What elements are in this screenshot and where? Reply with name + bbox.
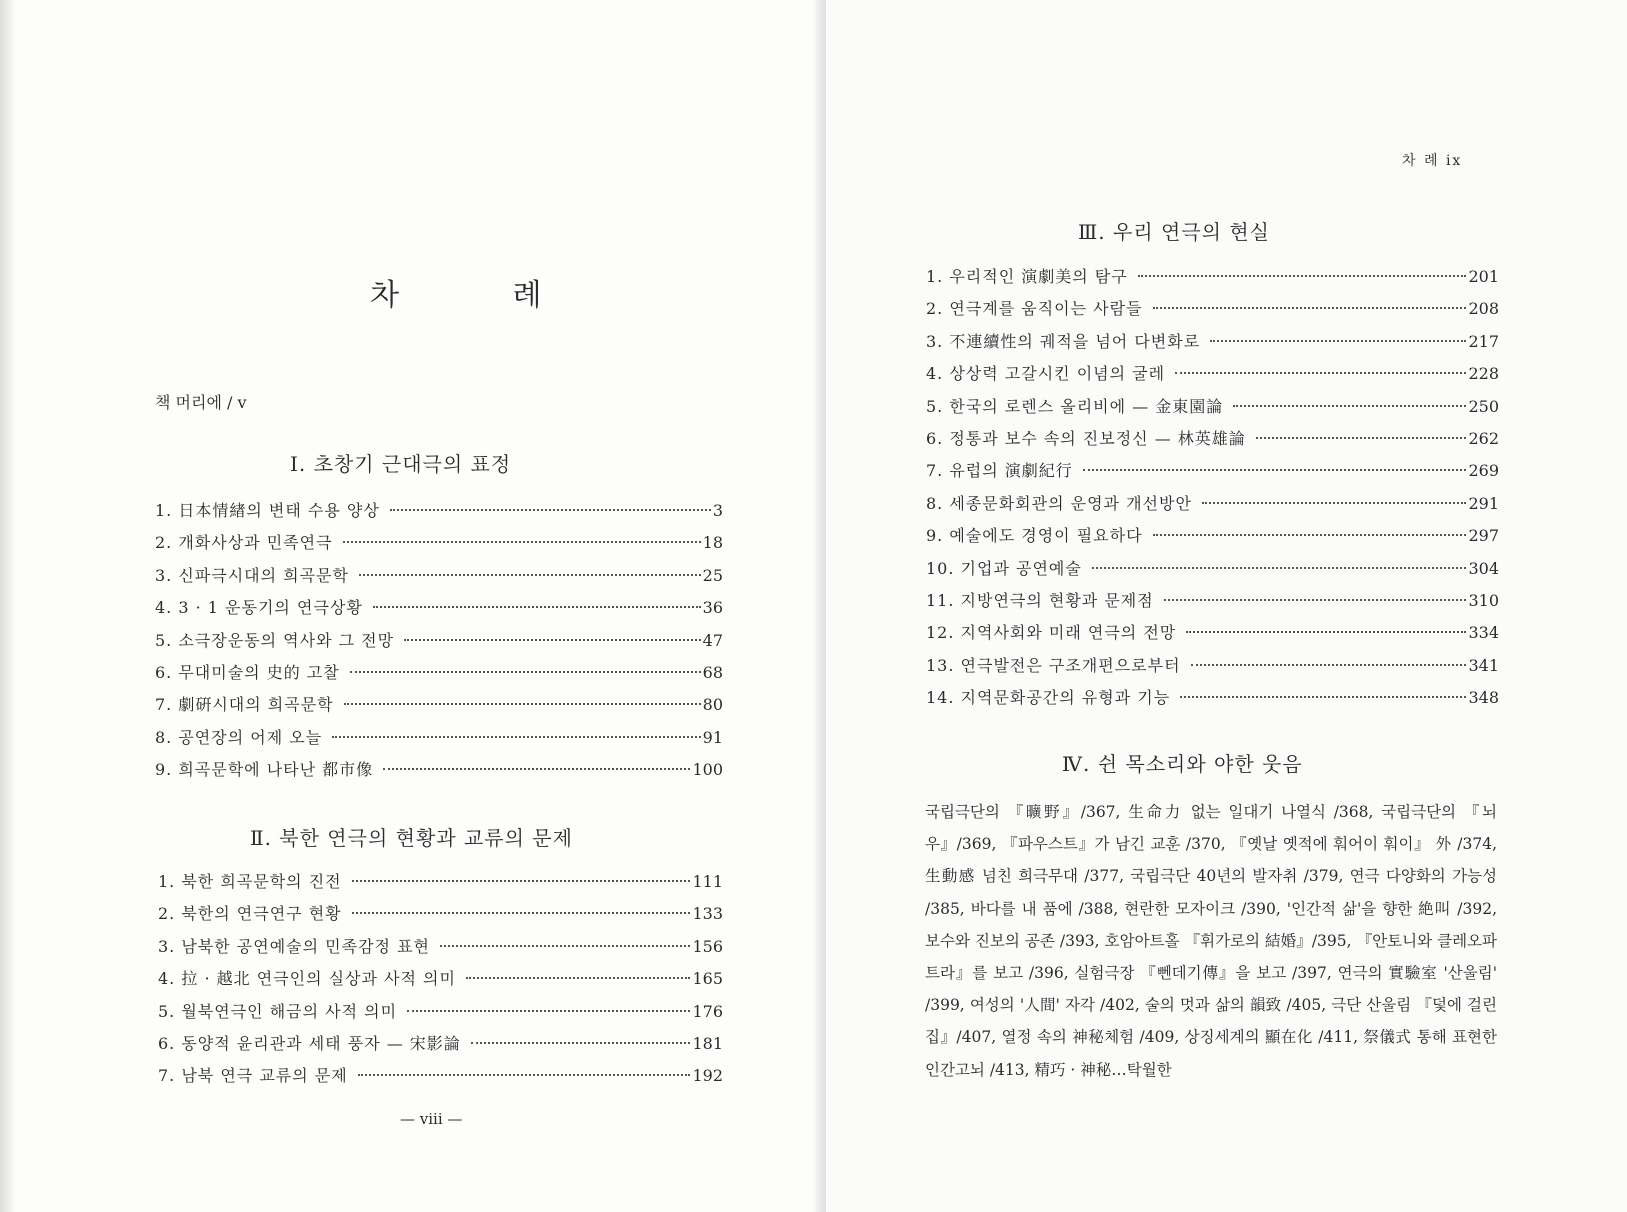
toc-entry-page: 250 [1468,396,1499,416]
dot-leader [343,541,701,543]
toc-entry-title: 10. 기업과 공연예술 [926,558,1082,578]
page-edge-shadow [0,0,16,1212]
dot-leader [1153,307,1467,309]
toc-entry-title: 5. 소극장운동의 역사와 그 전망 [155,630,395,650]
dot-leader [352,912,691,914]
dot-leader [440,945,690,947]
toc-entry-page: 262 [1468,428,1499,448]
toc-entry [926,620,1499,652]
section-heading-3: Ⅲ. 우리 연극의 현실 [1078,220,1270,244]
dot-leader [466,977,690,979]
dot-leader [407,1010,690,1012]
toc-entry-page: 217 [1468,331,1499,351]
page-title: 차 례 [370,278,594,313]
toc-entry [926,426,1499,458]
dot-leader [344,703,701,705]
dot-leader [1164,599,1467,601]
dot-leader [359,574,701,576]
section-heading-2: Ⅱ. 북한 연극의 현황과 교류의 문제 [250,826,573,850]
toc-entry-title: 5. 한국의 로렌스 올리비에 — 金東園論 [926,396,1224,416]
section-heading-1: Ⅰ. 초창기 근대극의 표정 [290,452,512,476]
toc-entry-title: 11. 지방연극의 현황과 문제점 [926,590,1154,610]
toc-entry-title: 12. 지역사회와 미래 연극의 전망 [926,623,1177,643]
toc-entry [155,660,723,692]
toc-entry-title: 9. 예술에도 경영이 필요하다 [926,526,1143,546]
toc-entry [926,491,1499,523]
toc-entry-title: 14. 지역문화공간의 유형과 기능 [926,688,1171,708]
toc-entry-title: 3. 不連續性의 궤적을 넘어 다변화로 [926,331,1201,351]
toc-entry [158,934,723,966]
dot-leader [404,639,701,641]
toc-entry-title: 3. 남북한 공연예술의 민족감정 표현 [158,936,430,956]
dot-leader [471,1042,691,1044]
dot-leader [1153,534,1467,536]
toc-entry-title: 2. 개화사상과 민족연극 [155,533,333,553]
toc-entry-page: 156 [692,936,723,956]
toc-entry-page: 3 [712,501,723,520]
dot-leader [373,606,701,608]
toc-entry-page: 165 [692,969,723,989]
toc-entry [158,901,723,933]
toc-entry-title: 8. 세종문화회관의 운영과 개선방안 [926,493,1192,513]
toc-entry [155,628,723,660]
dot-leader [332,736,700,738]
toc-entry-page: 176 [692,1001,723,1021]
toc-entry-title: 1. 우리적인 演劇美의 탐구 [926,267,1128,286]
dot-leader [1186,631,1466,633]
toc-entry [926,685,1499,717]
toc-entry [158,869,723,901]
toc-entry-page: 111 [692,872,723,891]
toc-entry-title: 4. 拉 · 越北 연극인의 실상과 사적 의미 [158,969,456,989]
dot-leader [1191,664,1467,666]
toc-entry [158,1063,723,1095]
toc-entry-page: 80 [702,695,723,715]
toc-entry-page: 91 [702,727,723,747]
dot-leader [1256,437,1467,439]
toc-entry-title: 1. 북한 희곡문학의 진전 [158,872,342,891]
toc-entry [926,296,1499,328]
toc-entry [155,757,723,789]
toc-entry [158,999,723,1031]
toc-entry-page: 201 [1468,267,1499,286]
toc-entry-page: 348 [1468,688,1499,708]
toc-entry [926,458,1499,490]
toc-entry-title: 6. 정통과 보수 속의 진보정신 — 林英雄論 [926,428,1246,448]
toc-entry-page: 36 [702,598,723,618]
toc-entry-title: 3. 신파극시대의 희곡문학 [155,565,349,585]
toc-entry-title: 2. 연극계를 움직이는 사람들 [926,299,1143,319]
toc-entry-page: 341 [1468,655,1499,675]
toc-entry-title: 7. 劇硏시대의 희곡문학 [155,695,334,715]
toc-entry-title: 5. 월북연극인 해금의 사적 의미 [158,1001,398,1021]
toc-entry-page: 25 [702,565,723,585]
dot-leader [383,768,690,770]
toc-entry-page: 310 [1468,590,1499,610]
toc-entry-page: 47 [702,630,723,650]
toc-entry-title: 1. 日本情緖의 변태 수용 양상 [155,501,380,520]
toc-entry [155,595,723,627]
toc-entry-page: 181 [692,1033,723,1053]
toc-entry [926,523,1499,555]
section-heading-4: Ⅳ. 쉰 목소리와 야한 웃음 [1062,752,1303,776]
dot-leader [352,880,691,882]
toc-entry-page: 297 [1468,526,1499,546]
toc-entry [926,361,1499,393]
preface-entry: 책 머리에 / v [155,393,247,412]
toc-entry [926,556,1499,588]
toc-entry-page: 304 [1468,558,1499,578]
toc-entry-title: 9. 희곡문학에 나타난 都市像 [155,760,374,780]
toc-entry-title: 4. 3 · 1 운동기의 연극상황 [155,598,363,618]
dot-leader [1180,696,1466,698]
review-list-paragraph: 국립극단의 『曠野』/367, 生命力 없는 일대기 나열식 /368, 국립극단의 『뇌우』/369, 『파우스트』가 남긴 교훈 /370, 『옛날 옛적에 훠어이 훠이』 外 /374, 生動感 넘친 희극무대 /377, 국립극단 40년의 발자취 /379, 연극 다양화의 가능성 /385, 바다를 내 품에 /388, 현란한 모자이크 /390, '인간적 삶'을 향한 絶叫 /392, 보수와 진보의 공존 /393, 호암아트홀 『휘가로의 結婚』/395, 『안토니와 클레오파트라』를 보고 /396, 실험극장 『뻰데기傳』을 보고 /397, 연극의 實驗室 '산울림' /399, 여성의 '人間' 자각 /402, 술의 멋과 삶의 韻致 /405, 극단 산울림 『덫에 걸린 집』/407, 열정 속의 神秘체험 /409, 상징세계의 顯在化 /411, 祭儀式 통해 표현한 인간고뇌 /413, 精巧 · 神秘…탁월한 [925,803,1497,1079]
toc-list-section-1 [155,498,723,790]
toc-entry-page: 133 [692,904,723,924]
toc-entry-title: 8. 공연장의 어제 오늘 [155,727,323,747]
toc-entry [926,394,1499,426]
toc-entry [155,563,723,595]
toc-entry-page: 192 [692,1066,723,1086]
toc-entry-title: 6. 무대미술의 史的 고찰 [155,662,340,682]
page-folio: — viii — [400,1110,463,1128]
toc-entry-page: 18 [702,533,723,553]
toc-entry-title: 7. 유럽의 演劇紀行 [926,461,1073,481]
toc-entry [926,653,1499,685]
toc-list-section-3 [926,264,1499,717]
right-page [826,0,1627,1212]
toc-entry-title: 4. 상상력 고갈시킨 이념의 굴레 [926,364,1166,384]
toc-entry [155,725,723,757]
toc-entry-page: 334 [1468,623,1499,643]
dot-leader [1210,340,1466,342]
toc-entry-title: 7. 남북 연극 교류의 문제 [158,1066,348,1086]
toc-entry-page: 208 [1468,299,1499,319]
dot-leader [1083,469,1467,471]
toc-entry-title: 2. 북한의 연극연구 현황 [158,904,342,924]
toc-entry-page: 100 [692,760,723,780]
toc-entry [926,264,1499,296]
toc-entry [155,498,723,530]
toc-entry-page: 291 [1468,493,1499,513]
dot-leader [350,671,701,673]
toc-list-section-2 [158,869,723,1096]
toc-entry-page: 228 [1468,364,1499,384]
toc-entry [926,588,1499,620]
toc-entry-title: 6. 동양적 윤리관과 세태 풍자 — 宋影論 [158,1033,461,1053]
dot-leader [390,509,711,511]
toc-entry [158,1031,723,1063]
toc-entry [158,966,723,998]
dot-leader [1092,567,1467,569]
dot-leader [358,1074,691,1076]
dot-leader [1138,275,1467,277]
toc-entry-page: 269 [1468,461,1499,481]
dot-leader [1202,502,1467,504]
toc-entry-title: 13. 연극발전은 구조개편으로부터 [926,655,1181,675]
toc-entry [155,530,723,562]
toc-entry [926,329,1499,361]
running-head: 차 례 ix [1402,153,1463,169]
toc-entry [155,692,723,724]
dot-leader [1233,405,1466,407]
toc-entry-page: 68 [702,662,723,682]
dot-leader [1175,372,1466,374]
